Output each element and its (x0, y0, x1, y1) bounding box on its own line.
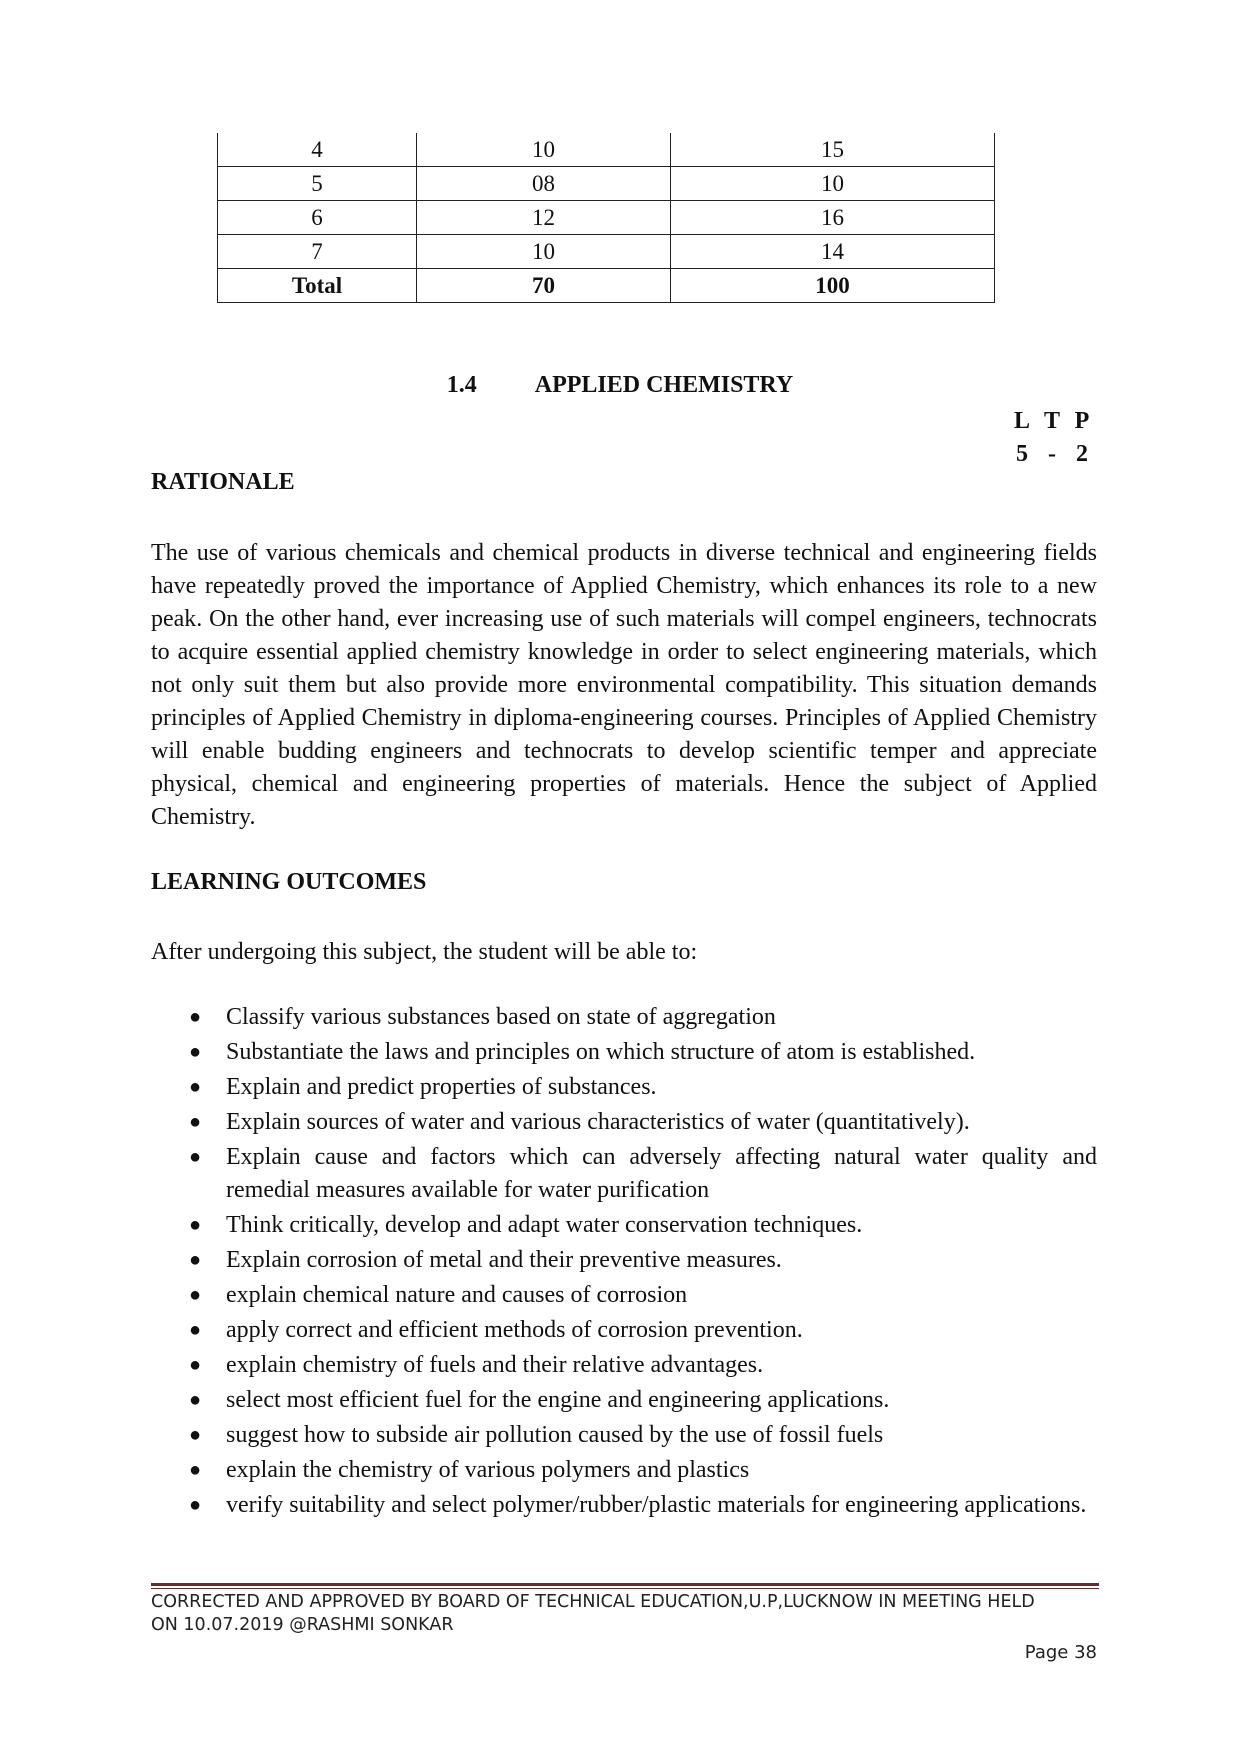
bullet-icon: ● (189, 1214, 202, 1236)
ltp-value-t: - (1048, 441, 1056, 467)
footer-divider (151, 1583, 1099, 1589)
table-cell: 10 (417, 133, 671, 167)
ltp-value-l: 5 (1016, 441, 1028, 467)
list-item: ● Classify various substances based on state of aggregation (151, 1001, 1097, 1034)
table-cell: 70 (417, 269, 671, 303)
list-item: ● Explain cause and factors which can adversely affecting natural water quality and remedial measures available for water purification (151, 1141, 1097, 1207)
learning-outcomes-heading: LEARNING OUTCOMES (151, 869, 427, 895)
learning-outcomes-intro: After undergoing this subject, the student will be able to: (151, 939, 698, 965)
table-cell: 08 (417, 167, 671, 201)
table-cell: 15 (671, 133, 995, 167)
table-row (218, 201, 995, 235)
list-item: ● Explain and predict properties of substances. (151, 1071, 1097, 1104)
bullet-icon: ● (189, 1249, 202, 1271)
bullet-icon: ● (189, 1284, 202, 1306)
page-number: Page 38 (1024, 1642, 1097, 1663)
ltp-value-p: 2 (1076, 441, 1088, 467)
footer-line-2: ON 10.07.2019 @RASHMI SONKAR (151, 1615, 454, 1635)
table-cell: 10 (671, 167, 995, 201)
rationale-heading: RATIONALE (151, 469, 295, 495)
marks-table-container (217, 133, 995, 303)
section-number: 1.4 (446, 372, 477, 398)
ltp-block (1007, 405, 1097, 471)
table-cell: 16 (671, 201, 995, 235)
list-item: ● verify suitability and select polymer/rubber/plastic materials for engineering applications. (151, 1489, 1097, 1522)
list-item: ● Think critically, develop and adapt water conservation techniques. (151, 1209, 1097, 1242)
ltp-values (1007, 438, 1097, 471)
list-item: ● explain chemistry of fuels and their relative advantages. (151, 1349, 1097, 1382)
bullet-icon: ● (189, 1041, 202, 1063)
section-name: APPLIED CHEMISTRY (534, 372, 794, 398)
ltp-label-t: T (1043, 408, 1060, 434)
bullet-icon: ● (189, 1319, 202, 1341)
bullet-icon: ● (189, 1494, 202, 1516)
table-cell: 5 (218, 167, 417, 201)
ltp-label-l: L (1013, 408, 1030, 434)
rationale-paragraph: The use of various chemicals and chemical products in diverse technical and engineering fields have repeatedly proved the importance of Applied Chemistry, which enhances its role to a new peak. On the other hand, ever increasing use of such materials will compel engineers, technocrats to acquire essential applied chemistry knowledge in order to select engineering materials, which not only suit them but also provide more environmental compatibility. This situation demands principles of Applied Chemistry in diploma-engineering courses. Principles of Applied Chemistry will enable budding engineers and technocrats to develop scientific temper and appreciate physical, chemical and engineering properties of materials. Hence the subject of Applied Chemistry. (151, 540, 1097, 830)
table-cell: 6 (218, 201, 417, 235)
section-title (0, 372, 1240, 399)
bullet-icon: ● (189, 1076, 202, 1098)
bullet-icon: ● (189, 1354, 202, 1376)
list-item: ● explain the chemistry of various polymers and plastics (151, 1454, 1097, 1487)
table-row (218, 167, 995, 201)
bullet-icon: ● (189, 1424, 202, 1446)
ltp-label-p: P (1074, 408, 1090, 434)
bullet-icon: ● (189, 1389, 202, 1411)
table-cell: 10 (417, 235, 671, 269)
table-row (218, 133, 995, 167)
list-item: ● apply correct and efficient methods of corrosion prevention. (151, 1314, 1097, 1347)
list-item: ● explain chemical nature and causes of corrosion (151, 1279, 1097, 1312)
table-cell: 4 (218, 133, 417, 167)
table-cell: 14 (671, 235, 995, 269)
table-cell: 12 (417, 201, 671, 235)
learning-outcomes-list (151, 1001, 1097, 1524)
list-item: ● suggest how to subside air pollution caused by the use of fossil fuels (151, 1419, 1097, 1452)
list-item: ● select most efficient fuel for the engine and engineering applications. (151, 1384, 1097, 1417)
bullet-icon: ● (189, 1459, 202, 1481)
table-cell: 7 (218, 235, 417, 269)
table-row (218, 235, 995, 269)
list-item: ● Explain sources of water and various characteristics of water (quantitatively). (151, 1106, 1097, 1139)
list-item: ● Explain corrosion of metal and their preventive measures. (151, 1244, 1097, 1277)
table-total-row (218, 269, 995, 303)
footer-line-1: CORRECTED AND APPROVED BY BOARD OF TECHNICAL EDUCATION,U.P,LUCKNOW IN MEETING HELD (151, 1592, 1035, 1612)
bullet-icon: ● (189, 1006, 202, 1028)
table-cell: 100 (671, 269, 995, 303)
marks-table (217, 133, 995, 303)
ltp-header (1007, 405, 1097, 438)
footer-note (151, 1591, 1099, 1637)
bullet-icon: ● (189, 1146, 202, 1168)
list-item: ● Substantiate the laws and principles on which structure of atom is established. (151, 1036, 1097, 1069)
table-cell: Total (218, 269, 417, 303)
bullet-icon: ● (189, 1111, 202, 1133)
